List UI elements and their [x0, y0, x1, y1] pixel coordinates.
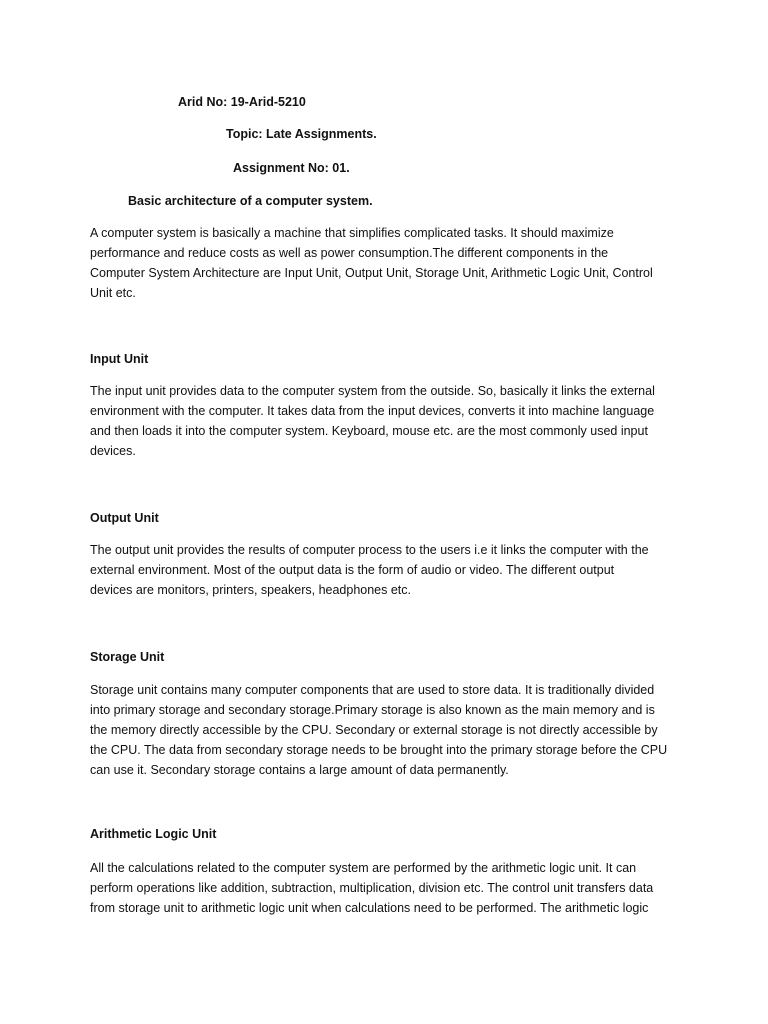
section-heading-input-unit: Input Unit: [90, 352, 149, 366]
arid-number: Arid No: 19-Arid-5210: [178, 95, 306, 109]
paragraph-line: can use it. Secondary storage contains a large amount of data permanently.: [90, 763, 509, 777]
intro-line: performance and reduce costs as well as power consumption.The different components in the: [90, 246, 609, 260]
paragraph-line: environment with the computer. It takes data from the input devices, converts it into machine language: [90, 404, 655, 418]
paragraph-line: devices.: [90, 444, 136, 458]
intro-line: Computer System Architecture are Input Unit, Output Unit, Storage Unit, Arithmetic Logic Unit, Control: [90, 266, 653, 280]
paragraph-line: devices are monitors, printers, speakers, headphones etc.: [90, 583, 412, 597]
input-unit-paragraph: [90, 381, 680, 461]
paragraph-line: All the calculations related to the computer system are performed by the arithmetic logic unit. It can: [90, 861, 637, 875]
paragraph-line: external environment. Most of the output data is the form of audio or video. The different output: [90, 563, 615, 577]
paragraph-line: the memory directly accessible by the CPU. Secondary or external storage is not directly accessible by: [90, 723, 658, 737]
paragraph-line: Storage unit contains many computer components that are used to store data. It is traditionally divided: [90, 683, 655, 697]
section-heading-arithmetic-logic-unit: Arithmetic Logic Unit: [90, 827, 217, 841]
output-unit-paragraph: [90, 540, 680, 600]
intro-line: A computer system is basically a machine that simplifies complicated tasks. It should maximize: [90, 226, 614, 240]
paragraph-line: and then loads it into the computer system. Keyboard, mouse etc. are the most commonly used input: [90, 424, 648, 438]
paragraph-line: from storage unit to arithmetic logic unit when calculations need to be performed. The arithmetic logic: [90, 901, 649, 915]
paragraph-line: into primary storage and secondary storage.Primary storage is also known as the main memory and is: [90, 703, 655, 717]
intro-paragraph: [90, 223, 680, 303]
paragraph-line: the CPU. The data from secondary storage needs to be brought into the primary storage before the CPU: [90, 743, 668, 757]
paragraph-line: perform operations like addition, subtraction, multiplication, division etc. The control unit transfers data: [90, 881, 654, 895]
paragraph-line: The input unit provides data to the computer system from the outside. So, basically it links the external: [90, 384, 655, 398]
section-heading-output-unit: Output Unit: [90, 511, 159, 525]
document-title: Basic architecture of a computer system.: [128, 194, 373, 208]
intro-line: Unit etc.: [90, 286, 136, 300]
paragraph-line: The output unit provides the results of computer process to the users i.e it links the computer with the: [90, 543, 649, 557]
assignment-number: Assignment No: 01.: [233, 161, 350, 175]
arithmetic-logic-unit-paragraph: [90, 858, 680, 918]
section-heading-storage-unit: Storage Unit: [90, 650, 165, 664]
topic-line: Topic: Late Assignments.: [226, 127, 377, 141]
storage-unit-paragraph: [90, 680, 680, 780]
